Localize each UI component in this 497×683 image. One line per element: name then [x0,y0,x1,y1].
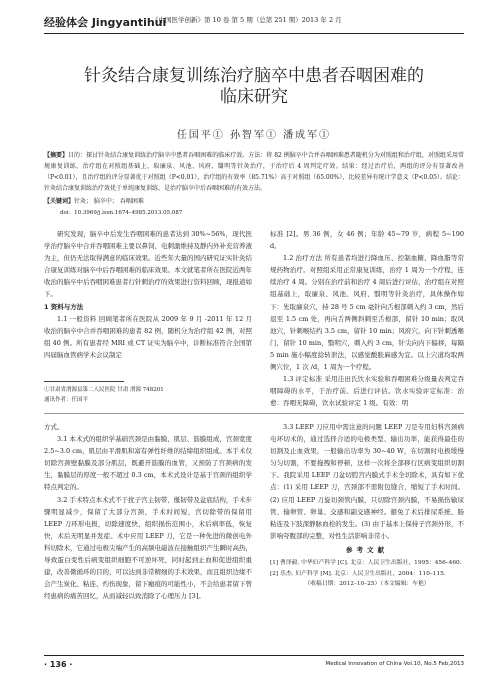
footnote [44,385,252,405]
title-line-2: 临床研究 [220,87,288,107]
article-title [44,66,464,108]
column-4 [270,421,464,590]
footnote-rule [44,381,124,382]
intro-paragraph: 研究发现，脑卒中后发生吞咽困难的患者达到 30%~56%，现代医学治疗脑卒中合并吞咽困难主要以鼻饲、电刺激维持及静内外补充营养液为主，但仍无法取得满意的临床效果。近些年大量的国内研究证实针灸结合康复训练对脑卒中后吞咽困难的临床效果。本文就笔者所在医院近两年收治的脑卒中后吞咽困难患者行针刺治疗的效果进行资料回顾，现报道如下。 [44,230,252,299]
column-1 [44,228,252,361]
footnote-affiliation: ①甘肃省渭源县第二人民医院 甘肃 渭源 748201 [44,387,164,393]
paragraph: 3.1 本术式的组织学基础宫颈是由黏膜、肌层、筋膜组成，宫颈宽度 2.5~3.0 cm，肌层由平滑肌和富有弹性纤维的结缔组织组成。本手术仅切除宫颈壁黏膜及部分肌层，既避开筋膜的血管，又预防了宫颈病的发生，黏膜层的厚度一般不超过 0.3 cm，本术式设计是基于宫颈的组织学特点判定的。 [44,435,252,492]
abstract-text: 目的：探讨针灸结合康复训练治疗脑卒中患者吞咽困难的临床疗效。方法：将 82 例脑卒中合并吞咽困难患者随机分为对照组和治疗组，对照组采用常规康复训练，治疗组在对照组基础上，取廉泉、风池、风府、翳明等针灸治疗，于治疗后 4 周判定疗效。结果：经过治疗后，两组的评分有显著改善（P<0.01），且治疗组的评分显著优于对照组（P<0.01），治疗组的有效率（85.71%）高于对照组（65.00%），比较差异有统计学意义（P<0.05）。结论：针灸结合康复训练治疗效优于单纯康复训练，是治疗脑卒中后吞咽困难的有效方法。 [44,152,464,192]
section-divider [44,413,464,414]
paragraph: 3.2 手术特点本术式不于扰子宫主韧带、骶韧带及盆底结构，手术步骤明显减少，保留了大部分宫颈，手术时间短，宫切除带的保留用 LEEP 刀环形电极，切除速度快，组织损伤范围小，术后病率低，恢复快，术后无明显并发症。术中应用 LEEP 刀，它是一种先进的微创电外科切除术，它通过电极尖端产生的高频电磁波在接触组织产生瞬时高热，导致蛋白变性后病变组织细胞不可逆坏死，同时起到止血和促进组织重建，改善微循环的目的，可以达到非常精细的手术效果，而且组织边缘不会产生炭化、粘连、灼伤现象，留下瘢痕的可能性小，不会给患者留下曾经患病的痛苦回忆，从而减轻以致消除了心理压力 [3]。 [44,495,252,601]
header-rule [44,33,464,34]
section-label: 经验体会 Jingyantihui [44,16,167,29]
journal-issue: 《中国医学创新》第 10 卷 第 5 期（总第 251 期）2013 年 2 月 [152,16,342,24]
keywords [44,196,464,207]
footnote-corresponding: 通讯作者：任国平 [44,397,89,403]
paragraph: 方式。 [44,423,64,431]
method-paragraph: 1.2 治疗方法 所有患者均进行降血压、控制血糖、降血脂等常规药物治疗。对照组采用正常康复训练，治疗 1 周为一个疗程，连续治疗 4 周。分别在治疗前和治疗 4 周后进行评估，治疗组在对照组基础上，取廉泉、风池、风府、翳明等针灸治疗，具体操作如下：先取廉泉穴，持 28 号 5 cm 毫针向舌根部刺入约 3 cm，然后退至 1.5 cm 处，再向舌两侧斜刺至舌根部，留针 10 min；取风池穴，针刺喉结约 3.5 cm，留针 10 min；风府穴，向下针刺透喉门，留针 10 min，翳明穴，刺入约 3 cm，针尖向内下偏移，每隔 5 min 施小幅度捻转泄法，以感觉酸胀麻感为宜。以上穴道均取两侧穴位，1 次 /d，1 周为一个疗程。 [270,254,464,372]
paragraph: 3.3 LEEP 刀应用中需注意的问题 LEEP 刀是专用妇科宫颈病电环切术的，通过选择合适的电极类型、输出功率，能获得最佳的切割及止血效果，一般输出功率为 30~40 W，在切割时电极缓慢匀匀切割，不要拖拽和停顿，这样一次将全部移行区病变组织切割下。我院采用 LEEP 刀盆切腔宫内膜式手术全切除术，具有如下优点：(1) 采用 LEEP 刀，宫颈部不需附包缝合，缩短了手术时间。(2) 应用 LEEP 刀旋切颈管内膜，只切除宫颈内膜，不易损伤输尿管、输卵管、卵巢、交感和副交感神经。避免了术后排尿系统、肠粘连及下肢深静脉血栓的发生。(3) 由于基本上保持子宫颈外形，不影响夸腹部的完整，对性生活影响非常小。 [270,423,464,540]
paragraph: 标准 [2]。男 36 例，女 46 例；年龄 45~79 岁，病程 5~190 d。 [270,230,464,251]
keywords-label: 【关键词】 [44,198,75,205]
criteria-paragraph: 1.3 评定标准 采用洼田氏饮水实验和吞咽困难分级量表判定吞咽障碍的水平，于治疗前、后进行评估。饮水实验评定标准：治愈：吞咽无障碍，饮水试验评定 1 级。有效：明 [270,375,464,408]
doi: doi：10.3969/j.issn.1674–4985.2013.05.087 [60,210,183,216]
footer-rule [44,655,464,656]
title-line-1: 针灸结合康复训练治疗脑卒中患者吞咽困难的 [84,66,424,86]
abstract [44,150,464,194]
running-header [44,14,464,34]
authors: 任国平① 孙智军① 潘成军① [176,130,332,141]
keywords-text: 针灸； 脑卒中； 吞咽困难 [74,198,144,205]
reference-item: [2] 乐杰. 妇产科学 [M]. 北京：人民卫生出版社，2004：110–115. [270,570,446,577]
page-number: · 136 · [44,660,73,669]
column-3 [44,421,252,602]
received-date: （收稿日期：2012–10–25）（本文编辑：车艳） [304,581,430,588]
journal-footer: Medical Innovation of China Vol.10, No.5 Feb,2013 [325,661,464,667]
column-2 [270,228,464,409]
abstract-label: 【摘要】 [44,152,69,159]
section-heading: 1 资料与方法 [44,302,84,311]
references-heading: 参考文献 [346,545,388,554]
general-data-paragraph: 1.1 一般资料 回顾笔者所在医院从 2009 年 9 月 -2011 年 12 月收治的脑卒中合并吞咽困难的患者 82 例，随机分为治疗组 42 例，对照组 40 例。所有患者经 MRI 或 CT 证实为脑卒中，诊断标准符合全国第四届脑血管病学术会议制定 [44,314,252,359]
reference-item: [1] 曹泽毅. 中华妇产科学 [C]. 北京：人民卫生出版社，1995：456–460. [270,560,462,567]
